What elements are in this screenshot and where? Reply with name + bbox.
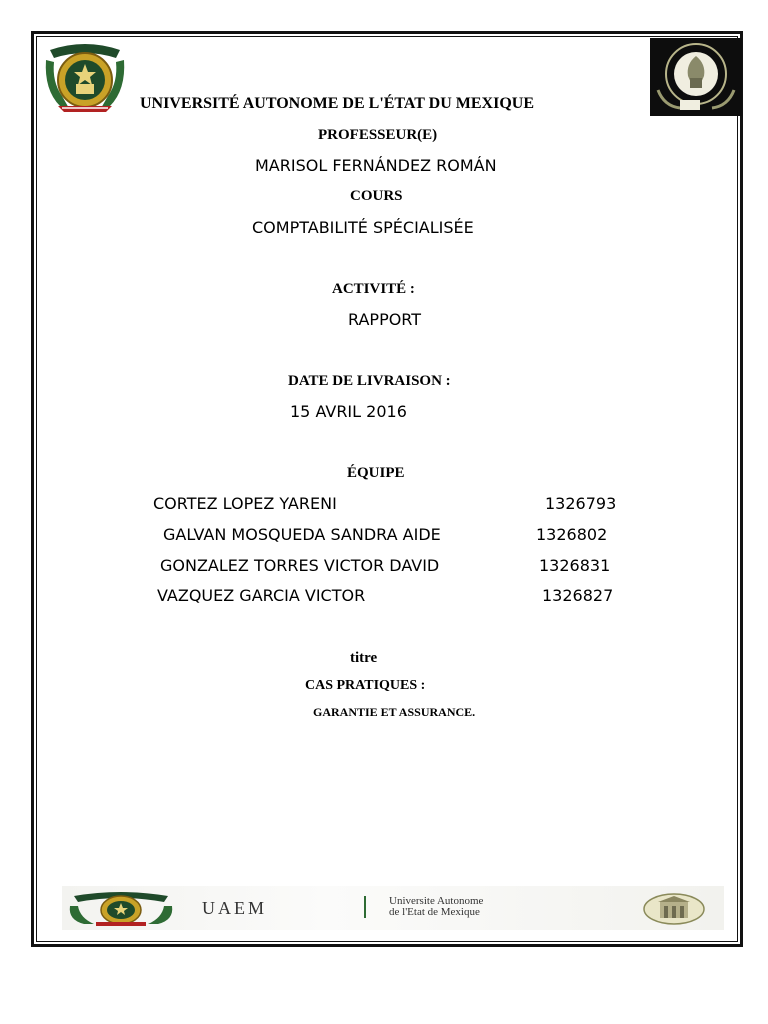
footer-building-emblem xyxy=(642,892,706,926)
report-topic: GARANTIE ET ASSURANCE. xyxy=(313,705,476,719)
footer-university-line2: de l'Etat de Mexique xyxy=(389,906,480,918)
team-member-id: 1326802 xyxy=(536,525,608,544)
activity-value: RAPPORT xyxy=(348,310,422,329)
team-member-id: 1326793 xyxy=(545,494,617,513)
team-member-name: GALVAN MOSQUEDA SANDRA AIDE xyxy=(163,525,441,544)
footer-divider xyxy=(364,896,366,918)
delivery-date-value: 15 AVRIL 2016 xyxy=(290,402,407,421)
footer-university-line1: Universite Autonome xyxy=(389,895,484,907)
delivery-date-label: DATE DE LIVRAISON : xyxy=(288,373,451,389)
activity-label: ACTIVITÉ : xyxy=(332,281,415,297)
professor-name: MARISOL FERNÁNDEZ ROMÁN xyxy=(255,156,497,175)
team-label: ÉQUIPE xyxy=(347,465,405,481)
footer-acronym: UAEM xyxy=(202,898,267,918)
team-member-name: CORTEZ LOPEZ YARENI xyxy=(153,494,337,513)
team-member-id: 1326831 xyxy=(539,556,611,575)
course-label: COURS xyxy=(350,188,403,204)
team-member-id: 1326827 xyxy=(542,586,614,605)
course-name: COMPTABILITÉ SPÉCIALISÉE xyxy=(252,218,474,237)
team-member-name: GONZALEZ TORRES VICTOR DAVID xyxy=(160,556,440,575)
cases-subtitle: CAS PRATIQUES : xyxy=(305,678,426,693)
university-seal-left xyxy=(40,40,130,116)
university-seal-right xyxy=(650,38,742,116)
professor-label: PROFESSEUR(E) xyxy=(318,127,438,143)
team-member-name: VAZQUEZ GARCIA VICTOR xyxy=(157,586,366,605)
footer-seal-left xyxy=(66,890,176,928)
university-name: UNIVERSITÉ AUTONOME DE L'ÉTAT DU MEXIQUE xyxy=(140,95,534,112)
title-label: titre xyxy=(350,650,378,666)
